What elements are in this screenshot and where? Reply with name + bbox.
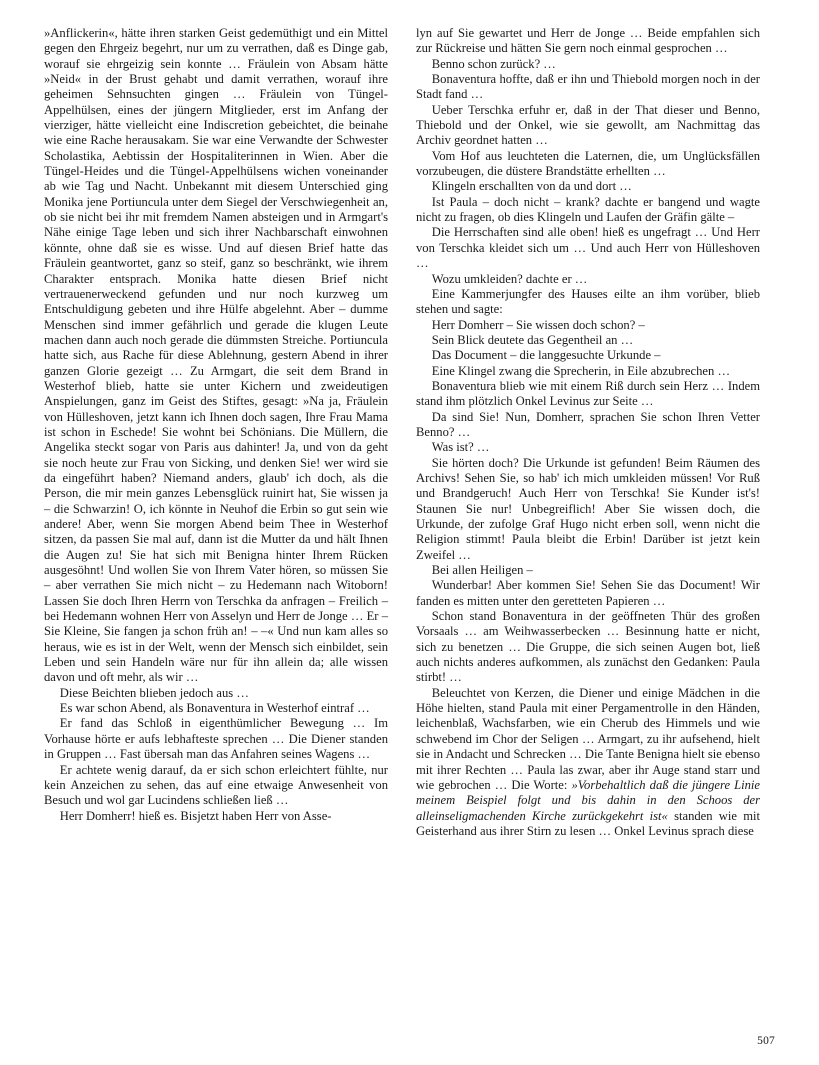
paragraph: »Anflickerin«, hätte ihren starken Geist gedemüthigt und ein Mittel gegen den Ehrgeiz begehrt, nur um zu verrathen, daß es Dinge gab, worauf sie ehrgeizig sein konnte … Fräulein von Absam hätte »Neid« in der Brust gehabt und damit verrathen, worauf ihre geheimen Sehnsuchten gingen … Fräulein von Tüngel-Appelhülsen, eines der jüngern Mitglieder, erst im Anfang der vierziger, hätte vielleicht eine Indiscretion gebeichtet, die beinahe wie eine Rache herausakam. Sie war eine Verwandte der Schwester Scholastika, Aebtissin der Hospitaliterinnen in Wien. Aber die Tüngel-Heides und die Tüngel-Appelhülsens wichen voneinander ab wie Tag und Nacht. Unbekannt mit diesem Unterschied ging Monika jene Portiuncula unter dem Siegel der Verschwiegenheit an, ob sie nicht bei ihr mit fremdem Namen absteigen und in Armgart's Nähe einige Tage leben und sich ihrer Nachbarschaft einwohnen könnte, ohne daß sie es wisse. Und auf diesen Brief hatte das Fräulein geantwortet, ganz so steif, ganz so beschränkt, wie ihrem Charakter entsprach. Monika hatte diesen Brief nicht vertrauenerweckend gefunden und nur noch kurzweg um Entschuldigung gebeten und ihre Hülfe abgelehnt. Aber – dumme Menschen sind immer gefährlich und gerade die klugen Leute machen dann auch noch gerade die dümmsten Streiche. Portiuncula hatte sich, aus Rache für diese Ablehnung, gestern Abend in ihrer ganzen Glorie gezeigt … Zu Armgart, die seit dem Brand in Westerhof blieb, hatte sie unter Kichern und zweideutigen Anspielungen, ganz im Geist des Stiftes, gesagt: »Na ja, Fräulein von Hülleshoven, jetzt kann ich Ihnen doch sagen, Ihre Frau Mama ist schon in Eschede! Sie wohnt bei Schönians. Die Müllern, die Angelika steckt sogar von Paris aus dahinter! Ja, und von da geht sie noch heute zur Frau von Sicking, und denken Sie! wer wird sie da eingeführt haben? Niemand anders, glaub' ich doch, als die Person, die mir mein ganzes Lebensglück ruinirt hat, Sie wissen ja – die Schwarzin! O, ich könnte in Neuhof die Erbin so gut sein wie andere! Aber, wenn Sie morgen Abend beim Thee in Westerhof sitzen, da passen Sie mal auf, dann ist die Mutter da und hält Ihnen die Augen zu! Sie hat sich mit Benigna hinter Ihrem Rücken ausgesöhnt! Und wollen Sie von Ihrem Vater hören, so müssen Sie – aber verrathen Sie mich nicht – zu Hedemann nach Witoborn! Lassen Sie doch Ihren Herrn von Terschka da anfragen – Freilich – bei Hedemann wohnen Herr von Asselyn und Herr de Jonge … Er – Sie Kleine, Sie fangen ja schon früh an! – –« Und nun kam alles so heraus, wie es ist in der Welt, wenn der Mensch sich einbildet, sein Leben und sein Handeln wäre nur für ihn allein da; alle wissen davon und oft mehr, als wir … (44, 26, 388, 685)
paragraph: Eine Kammerjungfer des Hauses eilte an ihm vorüber, blieb stehen und sagte: (416, 286, 760, 317)
paragraph: Was ist? … (431, 440, 490, 455)
paragraph: Sie hörten doch? Die Urkunde ist gefunden! Beim Räumen des Archivs! Sehen Sie, so hab' ich mich umkleiden müssen! Vor Ruß und Brandgeruch! Auch Herr von Terschka! Sie Kunder ist's! Staunen Sie nur! Unbegreiflich! Aber Sie wissen doch, die Urkunde, der zufolge Graf Hugo nicht erben soll, wenn nicht die Religion stimmt! Paula bleibt die Erbin! Darüber ist jetzt kein Zweifel … (416, 455, 760, 562)
paragraph: Diese Beichten blieben jedoch aus … (59, 685, 249, 700)
paragraph: Das Document – die langgesuchte Urkunde – (431, 348, 661, 363)
paragraph: Bonaventura blieb wie mit einem Riß durch sein Herz … Indem stand ihm plötzlich Onkel Levinus zur Seite … (416, 378, 760, 409)
paragraph: lyn auf Sie gewartet und Herr de Jonge … Beide empfahlen sich zur Rückreise und hätten Sie gern noch einmal gesprochen … (416, 26, 760, 56)
paragraph: Da sind Sie! Nun, Domherr, sprachen Sie schon Ihren Vetter Benno? … (416, 409, 760, 439)
paragraph: Eine Klingel zwang die Sprecherin, in Eile abzubrechen … (431, 363, 731, 378)
paragraph: Schon stand Bonaventura in der geöffneten Thür des großen Vorsaals … am Weihwasserbecken … Besinnung hatte er nicht, sich zu benetzen … Die Gruppe, die sich seinen Augen bot, ließ auch nichts anderes aufkommen, als zunächst den Gedanken: Paula stirbt! … (416, 609, 760, 685)
paragraph: Bonaventura hoffte, daß er ihn und Thiebold morgen noch in der Stadt fand … (416, 72, 760, 102)
left-text-column (44, 26, 388, 1026)
page-number: 507 (757, 1035, 775, 1047)
paragraph: Bei allen Heiligen – (431, 563, 533, 578)
paragraph: Die Herrschaften sind alle oben! hieß es ungefragt … Und Herr von Terschka kleidet sich um … Und auch Herr von Hülleshoven … (416, 225, 760, 271)
paragraph: Vom Hof aus leuchteten die Laternen, die, um Unglücksfällen vorzubeugen, die düstere Brandstätte erhellten … (416, 148, 760, 179)
right-text-column (416, 26, 760, 1026)
paragraph: Wunderbar! Aber kommen Sie! Sehen Sie das Document! Wir fanden es mitten unter den geretteten Papieren … (416, 578, 760, 608)
paragraph: Klingeln erschallten von da und dort … (431, 179, 632, 194)
paragraph: Es war schon Abend, als Bonaventura in Westerhof eintraf … (59, 701, 370, 716)
paragraph: Benno schon zurück? … (431, 56, 556, 71)
paragraph-with-quotation (416, 686, 760, 839)
paragraph: Herr Domherr! hieß es. Bisjetzt haben Herr von Asse- (59, 808, 332, 823)
paragraph: Wozu umkleiden? dachte er … (431, 271, 588, 286)
paragraph: Ueber Terschka erfuhr er, daß in der That dieser und Benno, Thiebold und der Onkel, wie sie gewollt, am Nachmittag das Archiv geordnet hatten … (416, 102, 760, 148)
paragraph: Er fand das Schloß in eigenthümlicher Bewegung … Im Vorhause hörte er aufs lebhafteste sprechen … Die Diener standen in Gruppen … Fast übersah man das Anfahren seines Wagens … (44, 716, 388, 762)
paragraph: Herr Domherr – Sie wissen doch schon? – (431, 317, 645, 332)
paragraph: Er achtete wenig darauf, da er sich schon erleichtert fühlte, nur kein Anzeichen zu sehen, das auf eine etwaige Anwesenheit von Besuch und wol gar Lucindens schließen ließ … (44, 762, 388, 808)
paragraph-text-after-quote: standen wie mit Geisterhand aus ihrer Stirn zu lesen … Onkel Levinus sprach diese (416, 808, 760, 838)
paragraph: Ist Paula – doch nicht – krank? dachte er bangend und wagte nicht zu fragen, ob dies Klingeln und Laufen der Gräfin gälte – (416, 194, 760, 225)
paragraph: Sein Blick deutete das Gegentheil an … (431, 332, 634, 347)
two-column-body (44, 26, 775, 1026)
paragraph-text-before-quote: Beleuchtet von Kerzen, die Diener und einige Mädchen in die Höhe hielten, stand Paula mit einer Pergamentrolle in den Händen, leichenblaß, Wachsfarben, wie ein Cherub des Himmels und wie schwebend im Chor der Seligen … Armgart, zu ihr aufsehend, hielt sie in Andacht und Schrecken … Die Tante Benigna hielt sie ebenso mit ihrer Rechten … Paula las zwar, aber ihr Auge stand starr und wie gebrochen … Die Worte: (416, 685, 760, 792)
italic-quotation: »Vorbehaltlich daß die jüngere Linie meinem Beispiel folgt und bis dahin in den Schoos der alleinseligmachenden Kirche zurückgekehrt ist« (416, 777, 760, 823)
